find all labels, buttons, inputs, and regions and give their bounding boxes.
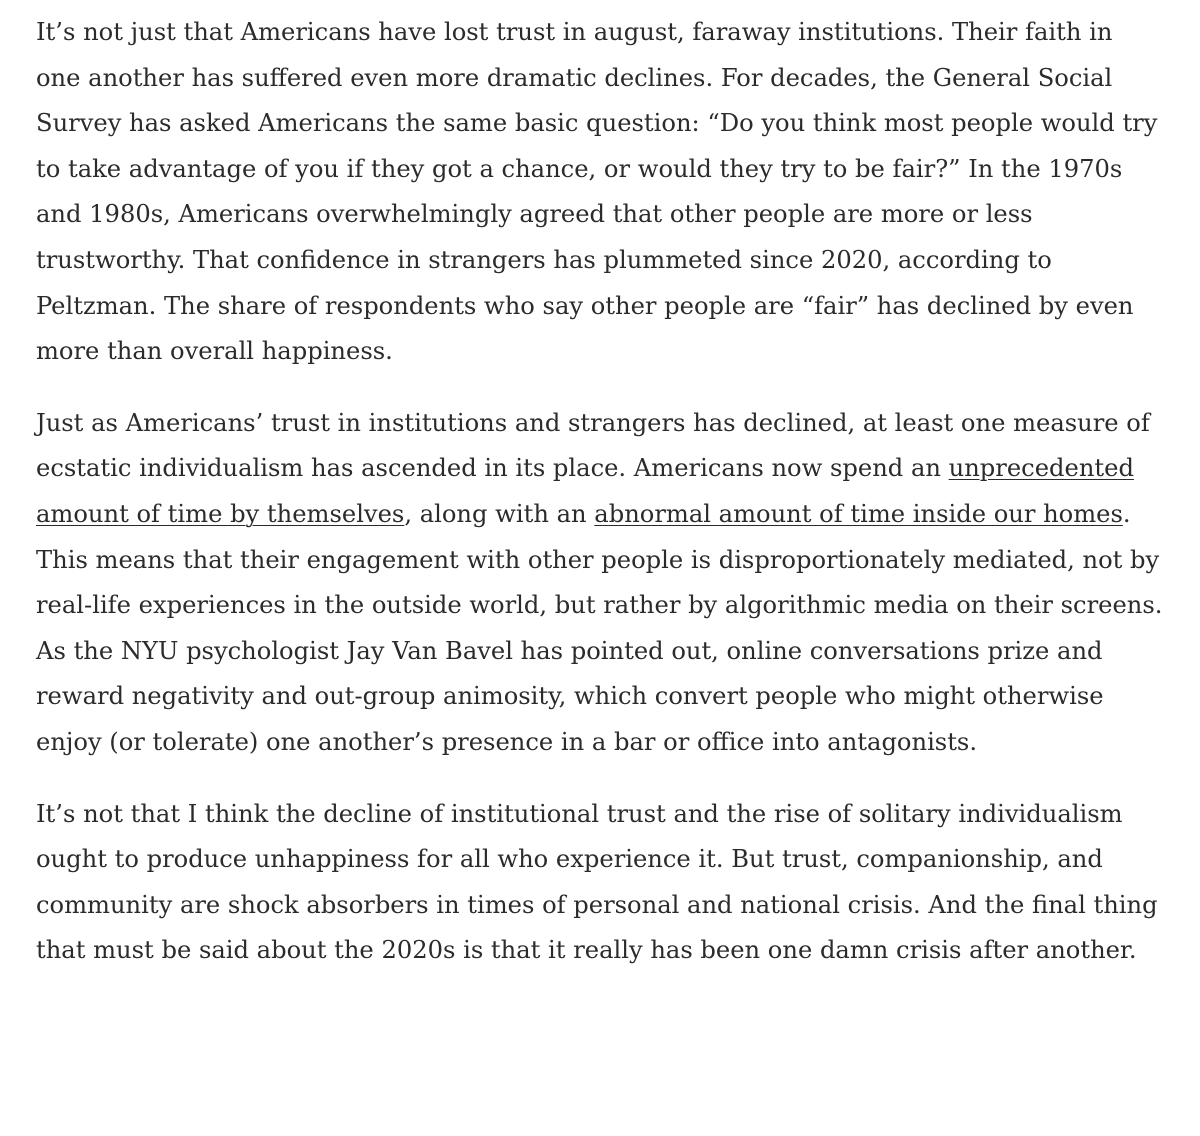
paragraph-3: It’s not that I think the decline of institutional trust and the rise of solitary individualism ought to produce unhappiness for all who experience it. But trust, companionship, and community are shock absorbers in times of personal and national crisis. And the final thing that must be said about the 2020s is that it really has been one damn crisis after another. <box>36 799 1158 965</box>
paragraph-2-text-a: Just as Americans’ trust in institutions and strangers has declined, at least one measure of ecstatic individualism has ascended in its place. Americans now spend an <box>36 408 1150 483</box>
paragraph-2 <box>36 401 1164 766</box>
paragraph-2-text-b: , along with an <box>404 499 595 528</box>
paragraph-1: It’s not just that Americans have lost trust in august, faraway institutions. Their faith in one another has suffered even more dramatic declines. For decades, the General Social Survey has asked Americans the same basic question: “Do you think most people would try to take advantage of you if they got a chance, or would they try to be fair?” In the 1970s and 1980s, Americans overwhelmingly agreed that other people are more or less trustworthy. That confidence in strangers has plummeted since 2020, according to Peltzman. The share of respondents who say other people are “fair” has declined by even more than overall happiness. <box>36 18 1158 366</box>
link-time-inside-homes[interactable]: abnormal amount of time inside our homes <box>594 499 1123 528</box>
link-time-by-themselves[interactable]: unprecedented amount of time by themselves <box>36 454 1134 528</box>
paragraph-2-text-c: . This means that their engagement with other people is disproportionately mediated, not by real-life experiences in the outside world, but rather by algorithmic media on their screens. As the NYU psychologist Jay Van Bavel has pointed out, online conversations prize and reward negativity and out-group animosity, which convert people who might otherwise enjoy (or tolerate) one another’s presence in a bar or office into antagonists. <box>36 499 1163 756</box>
